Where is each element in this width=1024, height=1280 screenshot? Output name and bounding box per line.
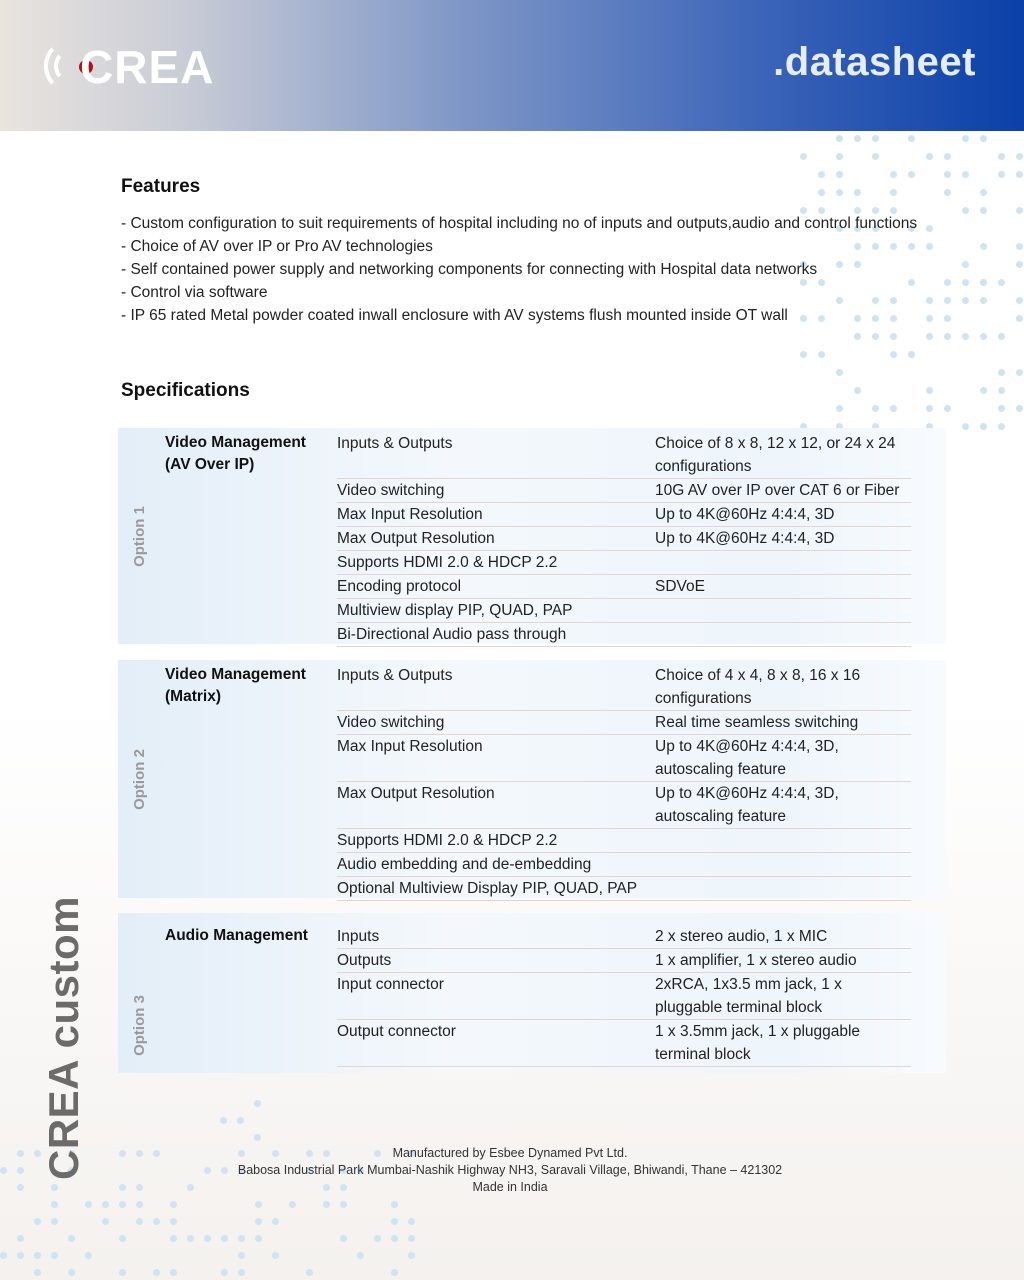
- decorative-dot: [391, 1201, 398, 1208]
- decorative-dot: [51, 1218, 58, 1225]
- decorative-dot: [962, 207, 969, 214]
- decorative-dot: [254, 1134, 261, 1141]
- decorative-dot: [1016, 171, 1023, 178]
- footer-manufacturer: Manufactured by Esbee Dynamed Pvt Ltd.: [392, 1146, 628, 1160]
- decorative-dot: [68, 1269, 75, 1276]
- spec-row: Supports HDMI 2.0 & HDCP 2.2: [337, 551, 911, 575]
- footer-address: Babosa Industrial Park Mumbai-Nashik Highway NH3, Saravali Village, Bhiwandi, Thane – 421302: [237, 1163, 783, 1177]
- decorative-dot: [926, 153, 933, 160]
- decorative-dot: [34, 1252, 41, 1259]
- decorative-dot: [408, 1218, 415, 1225]
- decorative-dot: [962, 171, 969, 178]
- decorative-dot: [818, 189, 825, 196]
- decorative-dot: [890, 189, 897, 196]
- feature-item: - Control via software: [121, 284, 268, 301]
- spec-row: Supports HDMI 2.0 & HDCP 2.2: [337, 829, 911, 853]
- decorative-dot: [818, 171, 825, 178]
- spec-rows: [337, 664, 911, 901]
- decorative-dot: [962, 333, 969, 340]
- decorative-dot: [238, 1235, 245, 1242]
- decorative-dot: [153, 1218, 160, 1225]
- decorative-dot: [272, 1218, 279, 1225]
- feature-item: - IP 65 rated Metal powder coated inwall enclosure with AV systems flush mounted inside OT wall: [121, 307, 788, 324]
- spec-row: Max Output Resolution Up to 4K@60Hz 4:4:4, 3D, autoscaling feature: [337, 782, 911, 829]
- decorative-dot: [1016, 297, 1023, 304]
- decorative-dot: [136, 1218, 143, 1225]
- decorative-dot: [980, 333, 987, 340]
- decorative-dot: [872, 135, 879, 142]
- specifications-heading: Specifications: [121, 380, 250, 401]
- decorative-dot: [980, 243, 987, 250]
- spec-row: Optional Multiview Display PIP, QUAD, PAP: [337, 877, 911, 901]
- decorative-dot: [944, 189, 951, 196]
- decorative-dot: [836, 153, 843, 160]
- decorative-dot: [51, 1252, 58, 1259]
- option-1-block: [118, 428, 946, 644]
- decorative-dot: [890, 171, 897, 178]
- decorative-dot: [238, 1269, 245, 1276]
- decorative-dot: [34, 1269, 41, 1276]
- decorative-dot: [962, 423, 969, 430]
- decorative-dot: [391, 1235, 398, 1242]
- decorative-dot: [854, 333, 861, 340]
- decorative-dot: [962, 297, 969, 304]
- option-label: Option 2: [130, 748, 148, 810]
- decorative-dot: [136, 1201, 143, 1208]
- decorative-dot: [836, 189, 843, 196]
- decorative-dot: [85, 1201, 92, 1208]
- decorative-dot: [119, 1235, 126, 1242]
- decorative-dot: [836, 135, 843, 142]
- decorative-dot: [926, 387, 933, 394]
- decorative-dot: [85, 1252, 92, 1259]
- decorative-dot: [340, 1235, 347, 1242]
- decorative-dot: [17, 1235, 24, 1242]
- decorative-dot: [908, 351, 915, 358]
- decorative-dot: [255, 1201, 262, 1208]
- decorative-dot: [872, 153, 879, 160]
- feature-item: - Self contained power supply and networking components for connecting with Hospital data networks: [121, 261, 818, 278]
- spec-rows: [337, 432, 911, 647]
- decorative-dot: [998, 369, 1005, 376]
- decorative-dot: [854, 189, 861, 196]
- decorative-dot: [170, 1269, 177, 1276]
- decorative-dot: [944, 153, 951, 160]
- decorative-dot: [119, 1269, 126, 1276]
- spec-rows: [337, 925, 911, 1067]
- option-2-block: [118, 660, 946, 898]
- decorative-dot: [220, 1117, 227, 1124]
- decorative-dot: [962, 261, 969, 268]
- decorative-dot: [170, 1235, 177, 1242]
- decorative-dot: [908, 135, 915, 142]
- spec-row: Bi-Directional Audio pass through: [337, 623, 911, 647]
- decorative-dot: [1016, 369, 1023, 376]
- decorative-dot: [102, 1218, 109, 1225]
- option-label: Option 1: [130, 505, 148, 567]
- spec-row: Max Output Resolution Up to 4K@60Hz 4:4:4, 3D: [337, 527, 911, 551]
- side-brand-text: CREA custom: [40, 896, 87, 1180]
- decorative-dot: [340, 1201, 347, 1208]
- decorative-dot: [221, 1235, 228, 1242]
- decorative-dot: [800, 351, 807, 358]
- footer: [0, 1145, 1020, 1196]
- decorative-dot: [221, 1269, 228, 1276]
- footer-origin: Made in India: [472, 1180, 548, 1194]
- decorative-dot: [908, 171, 915, 178]
- datasheet-title: .datasheet: [773, 40, 976, 84]
- decorative-dot: [926, 405, 933, 412]
- feature-item: - Custom configuration to suit requirements of hospital including no of inputs and outputs,audio and control functions: [121, 215, 918, 232]
- decorative-dot: [408, 1252, 415, 1259]
- decorative-dot: [17, 1252, 24, 1259]
- decorative-dot: [255, 1218, 262, 1225]
- decorative-dot: [1016, 243, 1023, 250]
- decorative-dot: [1016, 405, 1023, 412]
- decorative-dot: [238, 1252, 245, 1259]
- decorative-dot: [836, 405, 843, 412]
- spec-row: Video switching Real time seamless switching: [337, 711, 911, 735]
- decorative-dot: [237, 1117, 244, 1124]
- decorative-dot: [890, 405, 897, 412]
- spec-row: Video switching 10G AV over IP over CAT 6 or Fiber: [337, 479, 911, 503]
- decorative-dot: [980, 387, 987, 394]
- decorative-dot: [34, 1218, 41, 1225]
- spec-row: Multiview display PIP, QUAD, PAP: [337, 599, 911, 623]
- spec-row: Output connector 1 x 3.5mm jack, 1 x pluggable terminal block: [337, 1020, 911, 1067]
- decorative-dot: [1016, 315, 1023, 322]
- spec-row: Outputs 1 x amplifier, 1 x stereo audio: [337, 949, 911, 973]
- decorative-dot: [800, 153, 807, 160]
- option-category: Audio Management: [165, 927, 308, 944]
- decorative-dot: [944, 279, 951, 286]
- spec-row: Max Input Resolution Up to 4K@60Hz 4:4:4, 3D: [337, 503, 911, 527]
- decorative-dot: [391, 1218, 398, 1225]
- spec-row: Input connector 2xRCA, 1x3.5 mm jack, 1 x pluggable terminal block: [337, 973, 911, 1020]
- option-category: Video Management (Matrix): [165, 666, 306, 705]
- decorative-dot: [323, 1201, 330, 1208]
- decorative-dot: [998, 333, 1005, 340]
- decorative-dot: [818, 351, 825, 358]
- spec-row: Inputs & Outputs Choice of 8 x 8, 12 x 12, or 24 x 24 configurations: [337, 432, 911, 479]
- decorative-dot: [980, 279, 987, 286]
- spec-row: Inputs 2 x stereo audio, 1 x MIC: [337, 925, 911, 949]
- decorative-dot: [944, 171, 951, 178]
- decorative-dot: [51, 1201, 58, 1208]
- spec-row: Encoding protocol SDVoE: [337, 575, 911, 599]
- decorative-dot: [255, 1235, 262, 1242]
- option-category: Video Management (AV Over IP): [165, 434, 306, 473]
- features-list: [121, 212, 941, 327]
- decorative-dot: [289, 1201, 296, 1208]
- decorative-dot: [391, 1269, 398, 1276]
- spec-row: Audio embedding and de-embedding: [337, 853, 911, 877]
- option-3-block: [118, 913, 946, 1073]
- decorative-dot: [102, 1201, 109, 1208]
- decorative-dot: [170, 1218, 177, 1225]
- decorative-dot: [374, 1235, 381, 1242]
- decorative-dot: [944, 333, 951, 340]
- decorative-dot: [836, 171, 843, 178]
- decorative-dot: [0, 1252, 7, 1259]
- option-label: Option 3: [130, 994, 148, 1056]
- decorative-dot: [962, 279, 969, 286]
- decorative-dot: [119, 1201, 126, 1208]
- decorative-dot: [998, 405, 1005, 412]
- decorative-dot: [408, 1235, 415, 1242]
- decorative-dot: [998, 423, 1005, 430]
- decorative-dot: [944, 405, 951, 412]
- decorative-dot: [998, 171, 1005, 178]
- decorative-dot: [872, 405, 879, 412]
- decorative-dot: [836, 369, 843, 376]
- decorative-dot: [980, 297, 987, 304]
- decorative-dot: [187, 1235, 194, 1242]
- decorative-dot: [1016, 153, 1023, 160]
- spec-row: Inputs & Outputs Choice of 4 x 4, 8 x 8, 16 x 16 configurations: [337, 664, 911, 711]
- decorative-dot: [944, 315, 951, 322]
- decorative-dot: [998, 153, 1005, 160]
- decorative-dot: [68, 1235, 75, 1242]
- decorative-dot: [153, 1269, 160, 1276]
- decorative-dot: [944, 297, 951, 304]
- decorative-dot: [926, 333, 933, 340]
- decorative-dot: [980, 423, 987, 430]
- decorative-dot: [170, 1201, 177, 1208]
- feature-item: - Choice of AV over IP or Pro AV technologies: [121, 238, 433, 255]
- decorative-dot: [254, 1100, 261, 1107]
- decorative-dot: [1016, 207, 1023, 214]
- decorative-dot: [980, 189, 987, 196]
- decorative-dot: [854, 387, 861, 394]
- decorative-dot: [962, 135, 969, 142]
- decorative-dot: [204, 1235, 211, 1242]
- decorative-dot: [890, 333, 897, 340]
- decorative-dot: [872, 333, 879, 340]
- brand-name: CREA: [80, 41, 215, 93]
- decorative-dot: [854, 135, 861, 142]
- decorative-dot: [998, 387, 1005, 394]
- spec-row: Max Input Resolution Up to 4K@60Hz 4:4:4, 3D, autoscaling feature: [337, 735, 911, 782]
- decorative-dot: [998, 279, 1005, 286]
- features-heading: Features: [121, 176, 201, 197]
- decorative-dot: [980, 135, 987, 142]
- decorative-dot: [357, 1252, 364, 1259]
- decorative-dot: [1016, 261, 1023, 268]
- decorative-dot: [980, 207, 987, 214]
- decorative-dot: [272, 1252, 279, 1259]
- decorative-dot: [890, 351, 897, 358]
- decorative-dot: [306, 1269, 313, 1276]
